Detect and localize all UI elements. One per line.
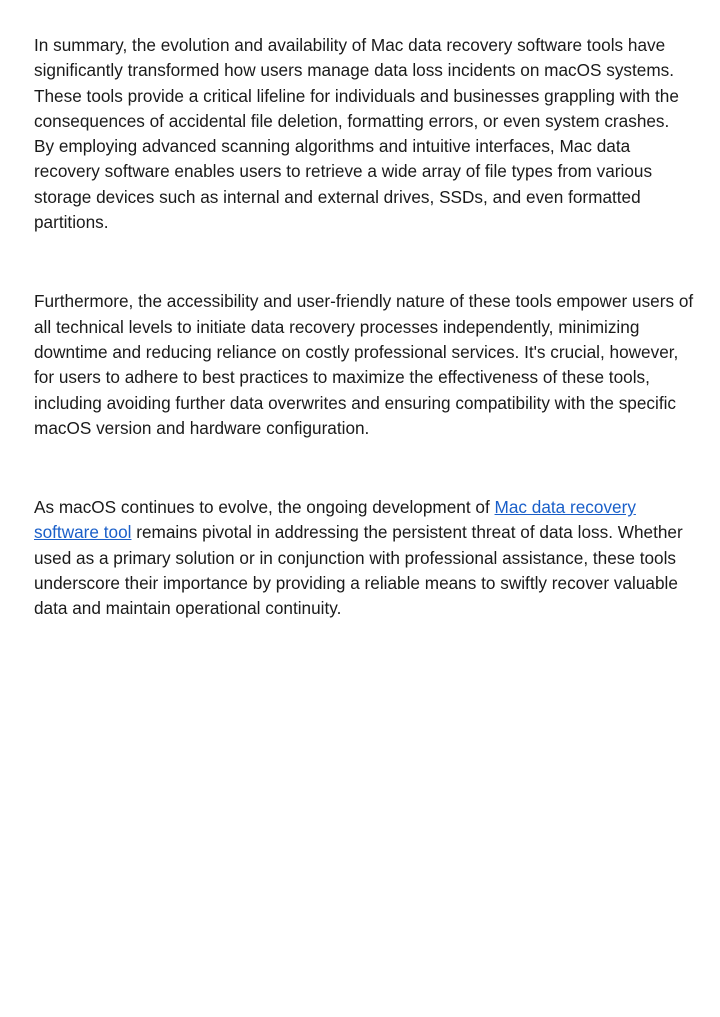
paragraph-accessibility: Furthermore, the accessibility and user-friendly nature of these tools empower users of all technical levels to initiate data recovery processes independently, minimizing downtime and reducing reliance on costly professional services. It's crucial, however, for users to adhere to best practices to maximize the effectiveness of these tools, including avoiding further data overwrites and ensuring compatibility with the specific macOS version and hardware configuration. xyxy=(34,291,694,438)
paragraph-conclusion-lead: As macOS continues to evolve, the ongoing development of xyxy=(34,497,495,518)
paragraph-summary: In summary, the evolution and availability of Mac data recovery software tools have significantly transformed how users manage data loss incidents on macOS systems. These tools provide a critical lifeline for individuals and businesses grappling with the consequences of accidental file deletion, formatting errors, or even system crashes. By employing advanced scanning algorithms and intuitive interfaces, Mac data recovery software enables users to retrieve a wide array of file types from various storage devices such as internal and external drives, SSDs, and even formatted partitions. xyxy=(34,35,679,233)
paragraph-conclusion-tail: remains pivotal in addressing the persistent threat of data loss. Whether used as a primary solution or in conjunction with professional assistance, these tools underscore their importance by providing a reliable means to swiftly recover valuable data and maintain operational continuity. xyxy=(34,522,683,619)
document-page xyxy=(34,33,694,622)
paragraph-conclusion xyxy=(34,495,694,621)
mac-data-recovery-link[interactable]: Mac data recovery software tool xyxy=(34,497,636,543)
